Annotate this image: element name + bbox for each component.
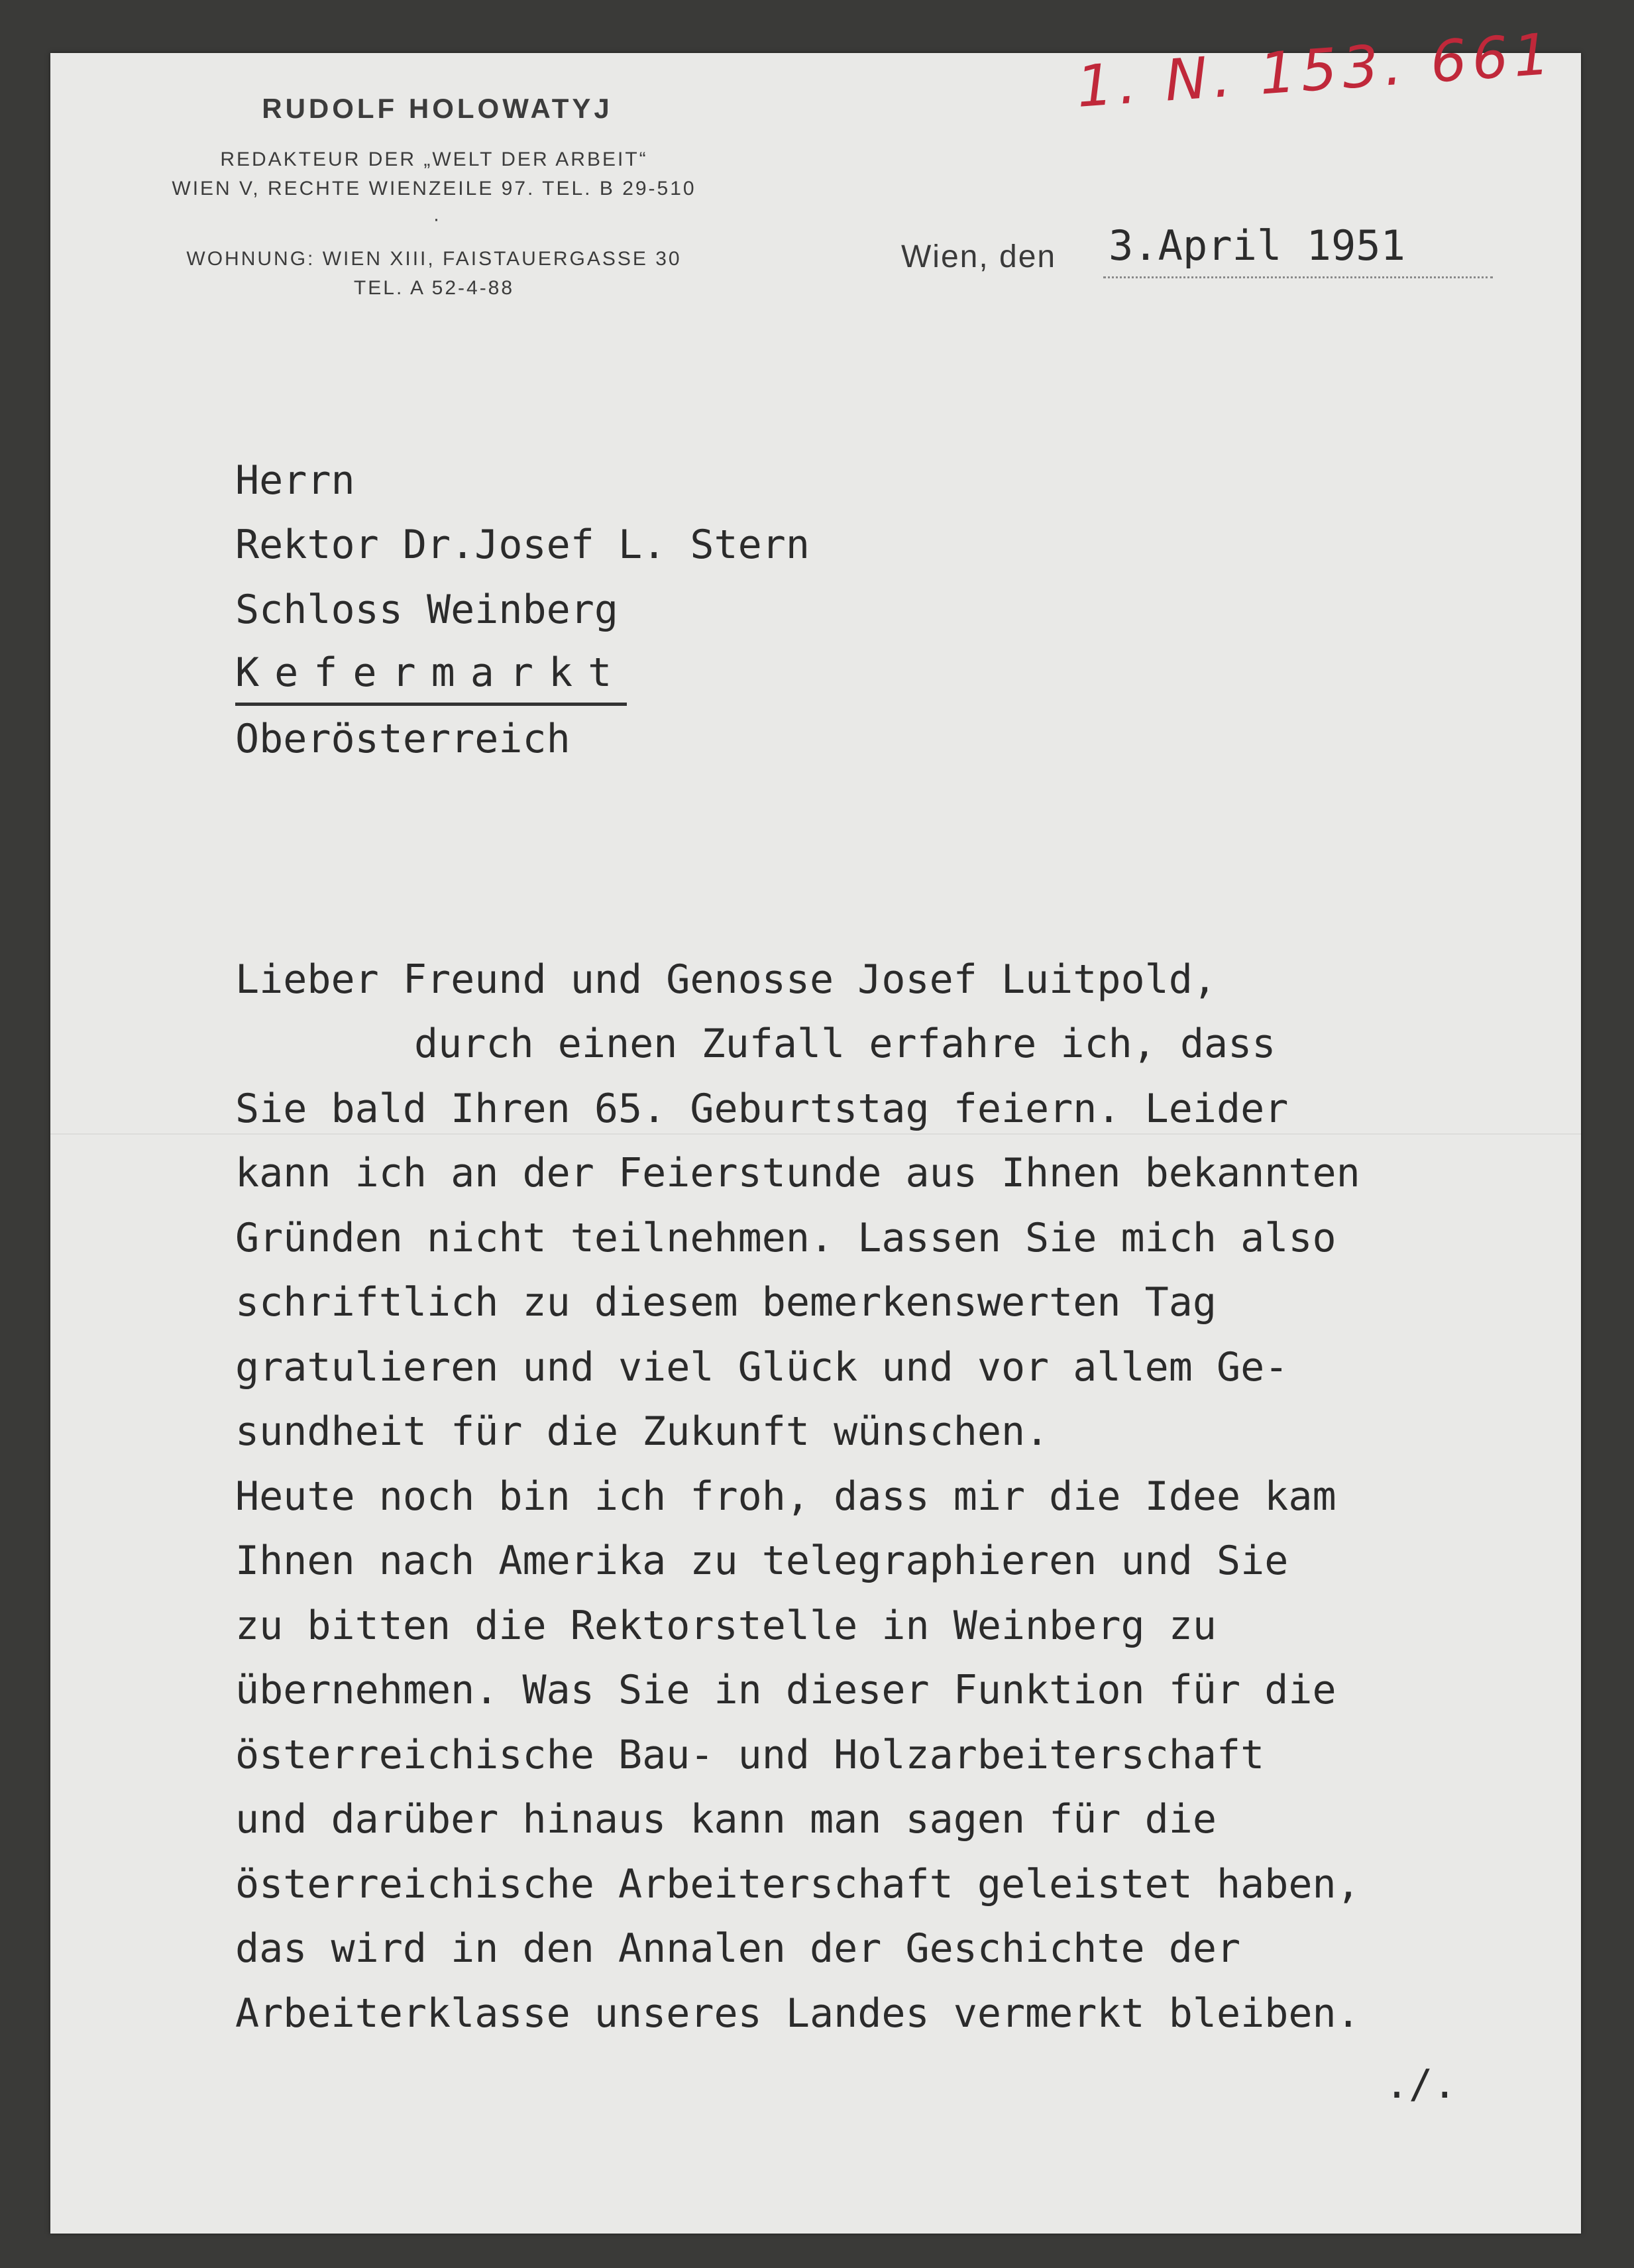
body-line: das wird in den Annalen der Geschichte der (235, 1925, 1241, 1972)
recipient-city: Kefermarkt (235, 650, 627, 706)
body-line: durch einen Zufall erfahre ich, dass (414, 1021, 1276, 1067)
letterhead-home-address: WOHNUNG: WIEN XIII, FAISTAUERGASSE 30 (186, 248, 682, 270)
body-line: gratulieren und viel Glück und vor allem Ge- (235, 1344, 1289, 1390)
archive-number: 1. N. 153. 661 (1074, 21, 1558, 121)
body-line: österreichische Arbeiterschaft geleistet haben, (235, 1861, 1360, 1907)
body-line: Heute noch bin ich froh, dass mir die Idee kam (235, 1473, 1336, 1520)
continuation-mark: ./. (1385, 2061, 1457, 2108)
body-line: und darüber hinaus kann man sagen für die (235, 1796, 1217, 1843)
body-line: schriftlich zu diesem bemerkenswerten Tag (235, 1279, 1217, 1326)
letterhead-separator: · (433, 208, 442, 230)
letterhead-title: REDAKTEUR DER „WELT DER ARBEIT“ (220, 148, 648, 170)
body-line: zu bitten die Rektorstelle in Weinberg zu (235, 1603, 1217, 1649)
recipient-line: Herrn (235, 457, 355, 504)
letterhead-name: RUDOLF HOLOWATYJ (262, 93, 613, 124)
salutation: Lieber Freund und Genosse Josef Luitpold, (235, 956, 1217, 1003)
letterhead-office-address: WIEN V, RECHTE WIENZEILE 97. TEL. B 29-510 (172, 178, 696, 199)
body-line: sundheit für die Zukunft wünschen. (235, 1408, 1050, 1455)
body-line: Ihnen nach Amerika zu telegraphieren und Sie (235, 1538, 1289, 1584)
recipient-line: Schloss Weinberg (235, 587, 618, 633)
date-label: Wien, den (901, 239, 1057, 274)
date-value: 3.April 1951 (1103, 221, 1493, 278)
body-line: Arbeiterklasse unseres Landes vermerkt bleiben. (235, 1990, 1360, 2037)
recipient-line: Oberösterreich (235, 716, 571, 762)
body-line: übernehmen. Was Sie in dieser Funktion für die (235, 1667, 1336, 1713)
body-line: Gründen nicht teilnehmen. Lassen Sie mich also (235, 1215, 1336, 1261)
body-line: kann ich an der Feierstunde aus Ihnen bekannten (235, 1150, 1360, 1196)
body-line: Sie bald Ihren 65. Geburtstag feiern. Leider (235, 1086, 1289, 1132)
body-line: österreichische Bau- und Holzarbeiterschaft (235, 1732, 1265, 1778)
recipient-line: Rektor Dr.Josef L. Stern (235, 522, 810, 568)
fold-line (50, 1133, 1581, 1135)
letterhead-home-phone: TEL. A 52-4-88 (353, 277, 515, 299)
